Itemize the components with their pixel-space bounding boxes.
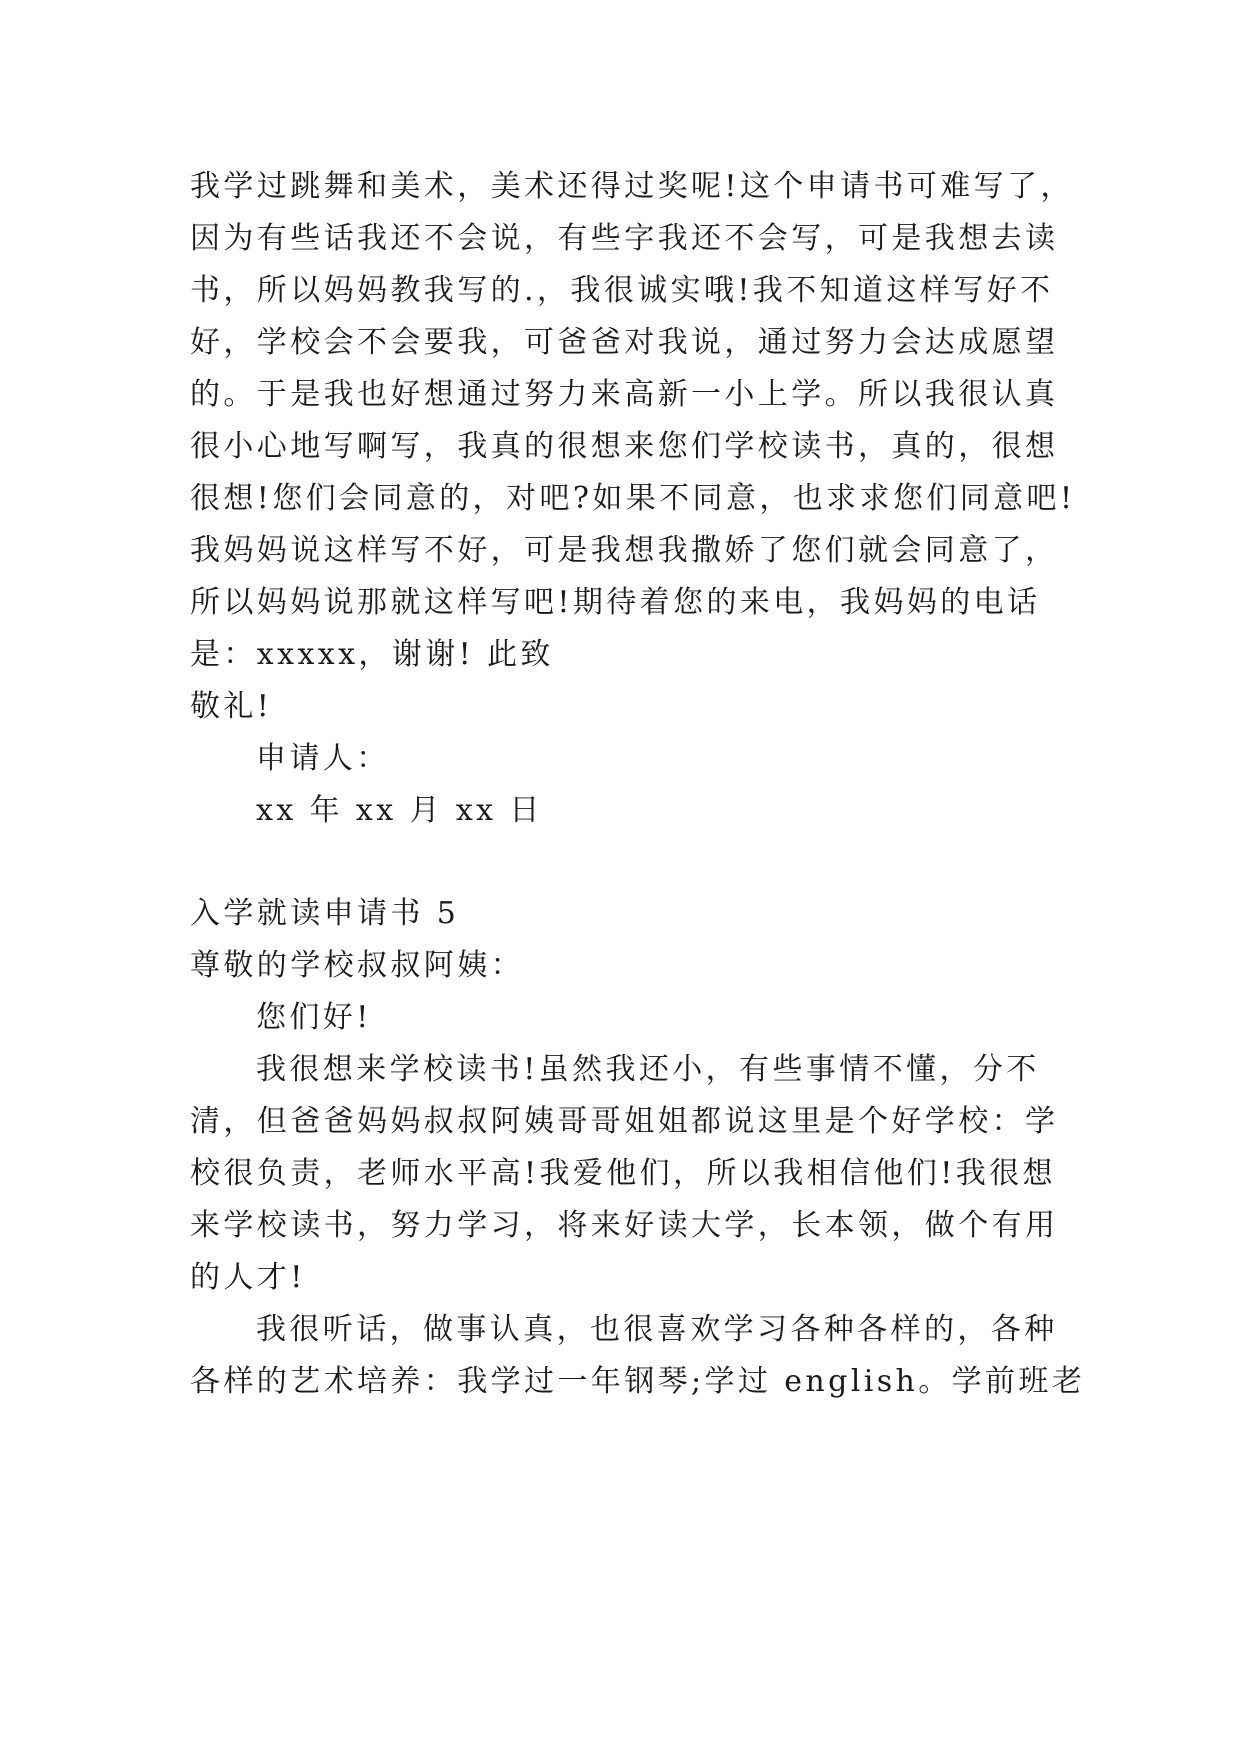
- paragraph-line: 清，但爸爸妈妈叔叔阿姨哥哥姐姐都说这里是个好学校：学: [190, 1104, 1059, 1139]
- closing-salute: 敬礼!: [190, 689, 273, 724]
- applicant-label: 申请人：: [256, 741, 390, 776]
- body-line: 我妈妈说这样写不好，可是我想我撒娇了您们就会同意了，: [190, 533, 1059, 568]
- letter-date: xx 年 xx 月 xx 日: [256, 793, 543, 828]
- paragraph-line: 校很负责，老师水平高!我爱他们，所以我相信他们!我很想: [190, 1156, 1056, 1191]
- paragraph-line: 我很想来学校读书!虽然我还小，有些事情不懂，分不: [256, 1052, 1040, 1087]
- paragraph-line: 我很听话，做事认真，也很喜欢学习各种各样的，各种: [256, 1312, 1058, 1347]
- body-line: 很小心地写啊写，我真的很想来您们学校读书，真的，很想: [190, 429, 1059, 464]
- body-line: 所以妈妈说那就这样写吧!期待着您的来电，我妈妈的电话: [190, 585, 1041, 620]
- body-line: 我学过跳舞和美术，美术还得过奖呢!这个申请书可难写了，: [190, 169, 1074, 204]
- body-line: 好，学校会不会要我，可爸爸对我说，通过努力会达成愿望: [190, 325, 1059, 360]
- body-line: 因为有些话我还不会说，有些字我还不会写，可是我想去读: [190, 221, 1059, 256]
- body-line: 是：xxxxx，谢谢! 此致: [190, 637, 554, 672]
- greeting: 您们好!: [256, 1000, 372, 1035]
- body-line: 书，所以妈妈教我写的.，我很诚实哦!我不知道这样写好不: [190, 273, 1054, 308]
- paragraph-line: 的人才!: [190, 1260, 306, 1295]
- body-line: 的。于是我也好想通过努力来高新一小上学。所以我很认真: [190, 377, 1059, 412]
- salutation: 尊敬的学校叔叔阿姨：: [190, 948, 524, 983]
- paragraph-line: 来学校读书，努力学习，将来好读大学，长本领，做个有用: [190, 1208, 1059, 1243]
- body-line: 很想!您们会同意的，对吧?如果不同意，也求求您们同意吧!: [190, 481, 1076, 516]
- paragraph-line: 各样的艺术培养：我学过一年钢琴;学过 english。学前班老: [190, 1364, 1086, 1399]
- section-title: 入学就读申请书 5: [190, 896, 460, 931]
